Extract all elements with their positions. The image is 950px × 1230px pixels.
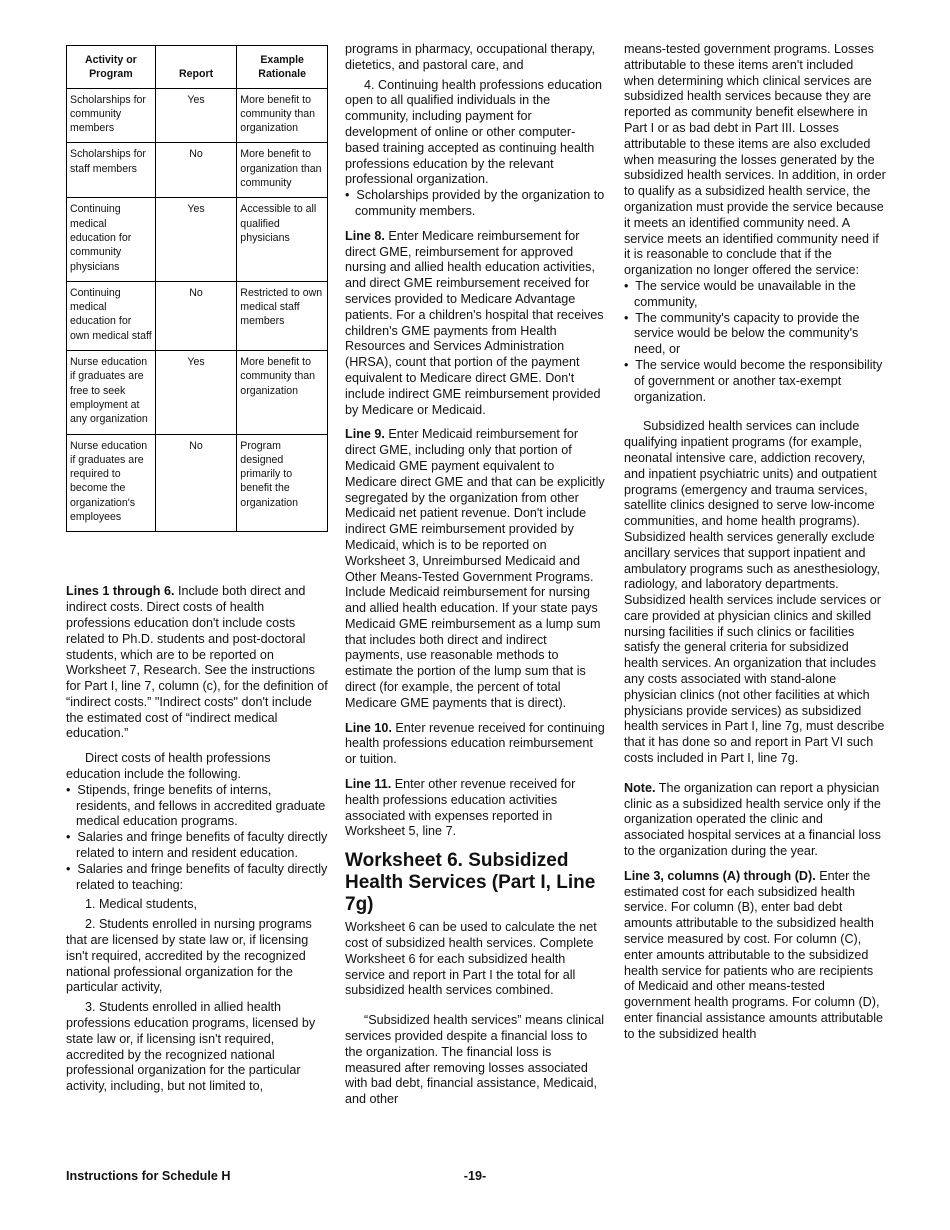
- table-header-row: [67, 46, 328, 89]
- cell-report: No: [155, 434, 237, 532]
- cell-rationale: More benefit to community than organization: [237, 351, 328, 434]
- line-9-paragraph: [345, 427, 607, 711]
- cell-activity: Continuing medical education for community physicians: [67, 198, 156, 281]
- table-row: [67, 434, 328, 532]
- worksheet-6-intro: Worksheet 6 can be used to calculate the net cost of subsidized health services. Complete Worksheet 6 for each subsidized health service and report in Part I the total for all subsidized health services combined.: [345, 920, 597, 998]
- line-3-paragraph: [624, 869, 886, 1043]
- table-row: [67, 143, 328, 198]
- worksheet-6-heading: Worksheet 6. Subsidized Health Services (Part I, Line 7g): [345, 850, 596, 916]
- line-10-heading: Line 10.: [345, 720, 392, 735]
- line-9-text: Enter Medicaid reimbursement for direct GME, including only that portion of Medicaid GME payment equivalent to Medicare direct GME and that can be explicitly segregated by the organization from other Medicaid net patient revenue. Don't include indirect GME reimbursement provided by Medicaid, which is to be reported on Worksheet 3, Unreimbursed Medicaid and Other Means-Tested Government Programs. Include Medicaid reimbursement for nursing and allied health education. If your state pays Medicaid GME reimbursement as a lump sum that includes both direct and indirect payments, use reasonable methods to estimate the portion of the lump sum that is direct (for example, the percent of total Medicare GME payments that is direct).: [345, 427, 605, 710]
- lines-1-6-paragraph: [66, 584, 328, 742]
- cell-report: Yes: [155, 351, 237, 434]
- table-row: [67, 351, 328, 434]
- cell-rationale: Accessible to all qualified physicians: [237, 198, 328, 281]
- numbered-item-3: 3. Students enrolled in allied health professions education programs, licensed by state law or, if licensing isn't required, accredited by the recognized national professional organization for the particular activity, including, but not limited to,: [66, 1000, 316, 1094]
- table-row: [67, 198, 328, 281]
- lines-1-6-heading: Lines 1 through 6.: [66, 584, 175, 599]
- bullet-item: • The community's capacity to provide the service would be below the community's need, or: [624, 310, 860, 357]
- note-text: The organization can report a physician clinic as a subsidized health service only if the organization operated the clinic and associated hospital services at a financial loss to the organization during the year.: [624, 780, 881, 859]
- bullet-item: • Salaries and fringe benefits of faculty directly related to teaching:: [66, 861, 328, 892]
- numbered-item-2: 2. Students enrolled in nursing programs that are licensed by state law or, if licensing isn't required, accredited by the recognized national professional organization for the particular activity,: [66, 917, 312, 995]
- note-heading: Note.: [624, 780, 656, 795]
- cell-report: No: [155, 143, 237, 198]
- cell-rationale: More benefit to community than organization: [237, 88, 328, 143]
- bullet-item: • Scholarships provided by the organization to community members.: [345, 188, 605, 218]
- cell-rationale: Program designed primarily to benefit the organization: [237, 434, 328, 532]
- line-10-paragraph: [345, 721, 607, 768]
- footer-title: Instructions for Schedule H: [66, 1169, 231, 1183]
- direct-costs-intro: Direct costs of health professions education include the following.: [66, 751, 271, 782]
- activity-report-table: [66, 45, 328, 532]
- line-11-heading: Line 11.: [345, 777, 392, 792]
- bullet-item: • Stipends, fringe benefits of interns, residents, and fellows in accredited graduate medical education programs.: [66, 782, 326, 829]
- line-8-text: Enter Medicare reimbursement for direct GME, reimbursement for approved nursing and allied health education activities, and direct GME reimbursement received for services provided to Medicare Advantage patients. For a children's hospital that receives children's GME payments from Health Resources and Services Administration (HRSA), count that portion of the payment equivalent to Medicare direct GME. Don't include indirect GME reimbursement provided by Medicare or Medicaid.: [345, 228, 604, 417]
- line-8-paragraph: [345, 229, 607, 419]
- subsidized-services-paragraph: Subsidized health services can include qualifying inpatient programs (for example, neonatal intensive care, addiction recovery, and inpatient psychiatric units) and outpatient programs (emergency and trauma services, satellite clinics designed to serve low-income communities, and home health programs). Subsidized health services generally exclude ancillary services that support inpatient and ambulatory programs such as anesthesiology, radiology, and laboratory departments. Subsidized health services include services or care provided at physician clinics and skilled nursing facilities if such clinics or facilities satisfy the general criteria for subsidized health services. An organization that includes any costs associated with stand-alone physician clinics (not other facilities at which physicians provide services) as subsidized health services in Part I, line 7g, must describe that it has done so and report in Part VI such costs included in Part I, line 7g.: [624, 419, 885, 766]
- continuation-text: programs in pharmacy, occupational therapy, dietetics, and pastoral care, and: [345, 42, 596, 72]
- note-paragraph: [624, 781, 886, 860]
- column-2: [345, 42, 607, 1117]
- subsidized-definition: “Subsidized health services” means clinical services provided despite a financial loss to the organization. The financial loss is measured after removing losses associated with bad debt, financial assistance, Medicaid, and other: [345, 1013, 605, 1107]
- cell-report: No: [155, 281, 237, 350]
- header-activity: Activity or Program: [67, 46, 156, 89]
- column-1: [66, 42, 328, 1099]
- cell-activity: Nurse education if graduates are required to become the organization's employees: [67, 434, 156, 532]
- line-10-text: Enter revenue received for continuing health professions education reimbursement or tuition.: [345, 720, 605, 767]
- header-rationale: Example Rationale: [237, 46, 328, 89]
- cell-activity: Scholarships for community members: [67, 88, 156, 143]
- bullet-item: • Salaries and fringe benefits of faculty directly related to intern and resident education.: [66, 830, 328, 861]
- line-8-heading: Line 8.: [345, 228, 385, 243]
- numbered-item-1: 1. Medical students,: [85, 897, 198, 912]
- table-row: [67, 88, 328, 143]
- cell-activity: Scholarships for staff members: [67, 143, 156, 198]
- cell-report: Yes: [155, 88, 237, 143]
- continuation-text: means-tested government programs. Losses attributable to these items aren't included when determining which clinical services are subsidized health services because they are reported as community benefit elsewhere in Part I or as bad debt in Part III. Losses attributable to these items are also excluded when measuring the losses generated by the subsidized health services. In addition, in order to qualify as a subsidized health service, the organization must provide the service because it meets an identified community need. A service meets an identified community need if it is reasonable to conclude that if the organization no longer offered the service:: [624, 42, 886, 278]
- line-3-heading: Line 3, columns (A) through (D).: [624, 868, 816, 883]
- lines-1-6-text: Include both direct and indirect costs. Direct costs of health professions education don't include costs related to Ph.D. students and post-doctoral students, which are to be reported on Worksheet 7, Research. See the instructions for Part I, line 7, column (c), for the definition of “indirect costs.” "Indirect costs" don't include the estimated cost of “indirect medical education.”: [66, 584, 328, 741]
- page-number: -19-: [463, 1169, 487, 1183]
- column-3: [624, 42, 886, 1052]
- table-row: [67, 281, 328, 350]
- bullet-item: • The service would be unavailable in the community,: [624, 278, 856, 309]
- line-3-text: Enter the estimated cost for each subsidized health service. For column (B), enter bad debt amounts attributable to the subsidized health service measured by cost. For column (C), enter amounts attributable to the subsidized health service for patients who are recipients of Medicaid and other means-tested government health programs. For column (D), enter financial assistance amounts attributable to the subsidized health: [624, 868, 884, 1041]
- cell-rationale: Restricted to own medical staff members: [237, 281, 328, 350]
- line-11-paragraph: [345, 777, 607, 840]
- cell-activity: Nurse education if graduates are free to seek employment at any organization: [67, 351, 156, 434]
- bullet-item: • The service would become the responsibility of government or another tax-exempt organization.: [624, 357, 883, 404]
- header-report: Report: [155, 46, 237, 89]
- numbered-item-4: 4. Continuing health professions education open to all qualified individuals in the community, including payment for development of online or other computer-based training accepted as continuing health professions education by the relevant professional organization.: [345, 77, 603, 187]
- cell-rationale: More benefit to organization than community: [237, 143, 328, 198]
- line-11-text: Enter other revenue received for health professions education activities associated with expenses reported in Worksheet 5, line 7.: [345, 777, 576, 839]
- cell-report: Yes: [155, 198, 237, 281]
- cell-activity: Continuing medical education for own medical staff: [67, 281, 156, 350]
- line-9-heading: Line 9.: [345, 427, 385, 442]
